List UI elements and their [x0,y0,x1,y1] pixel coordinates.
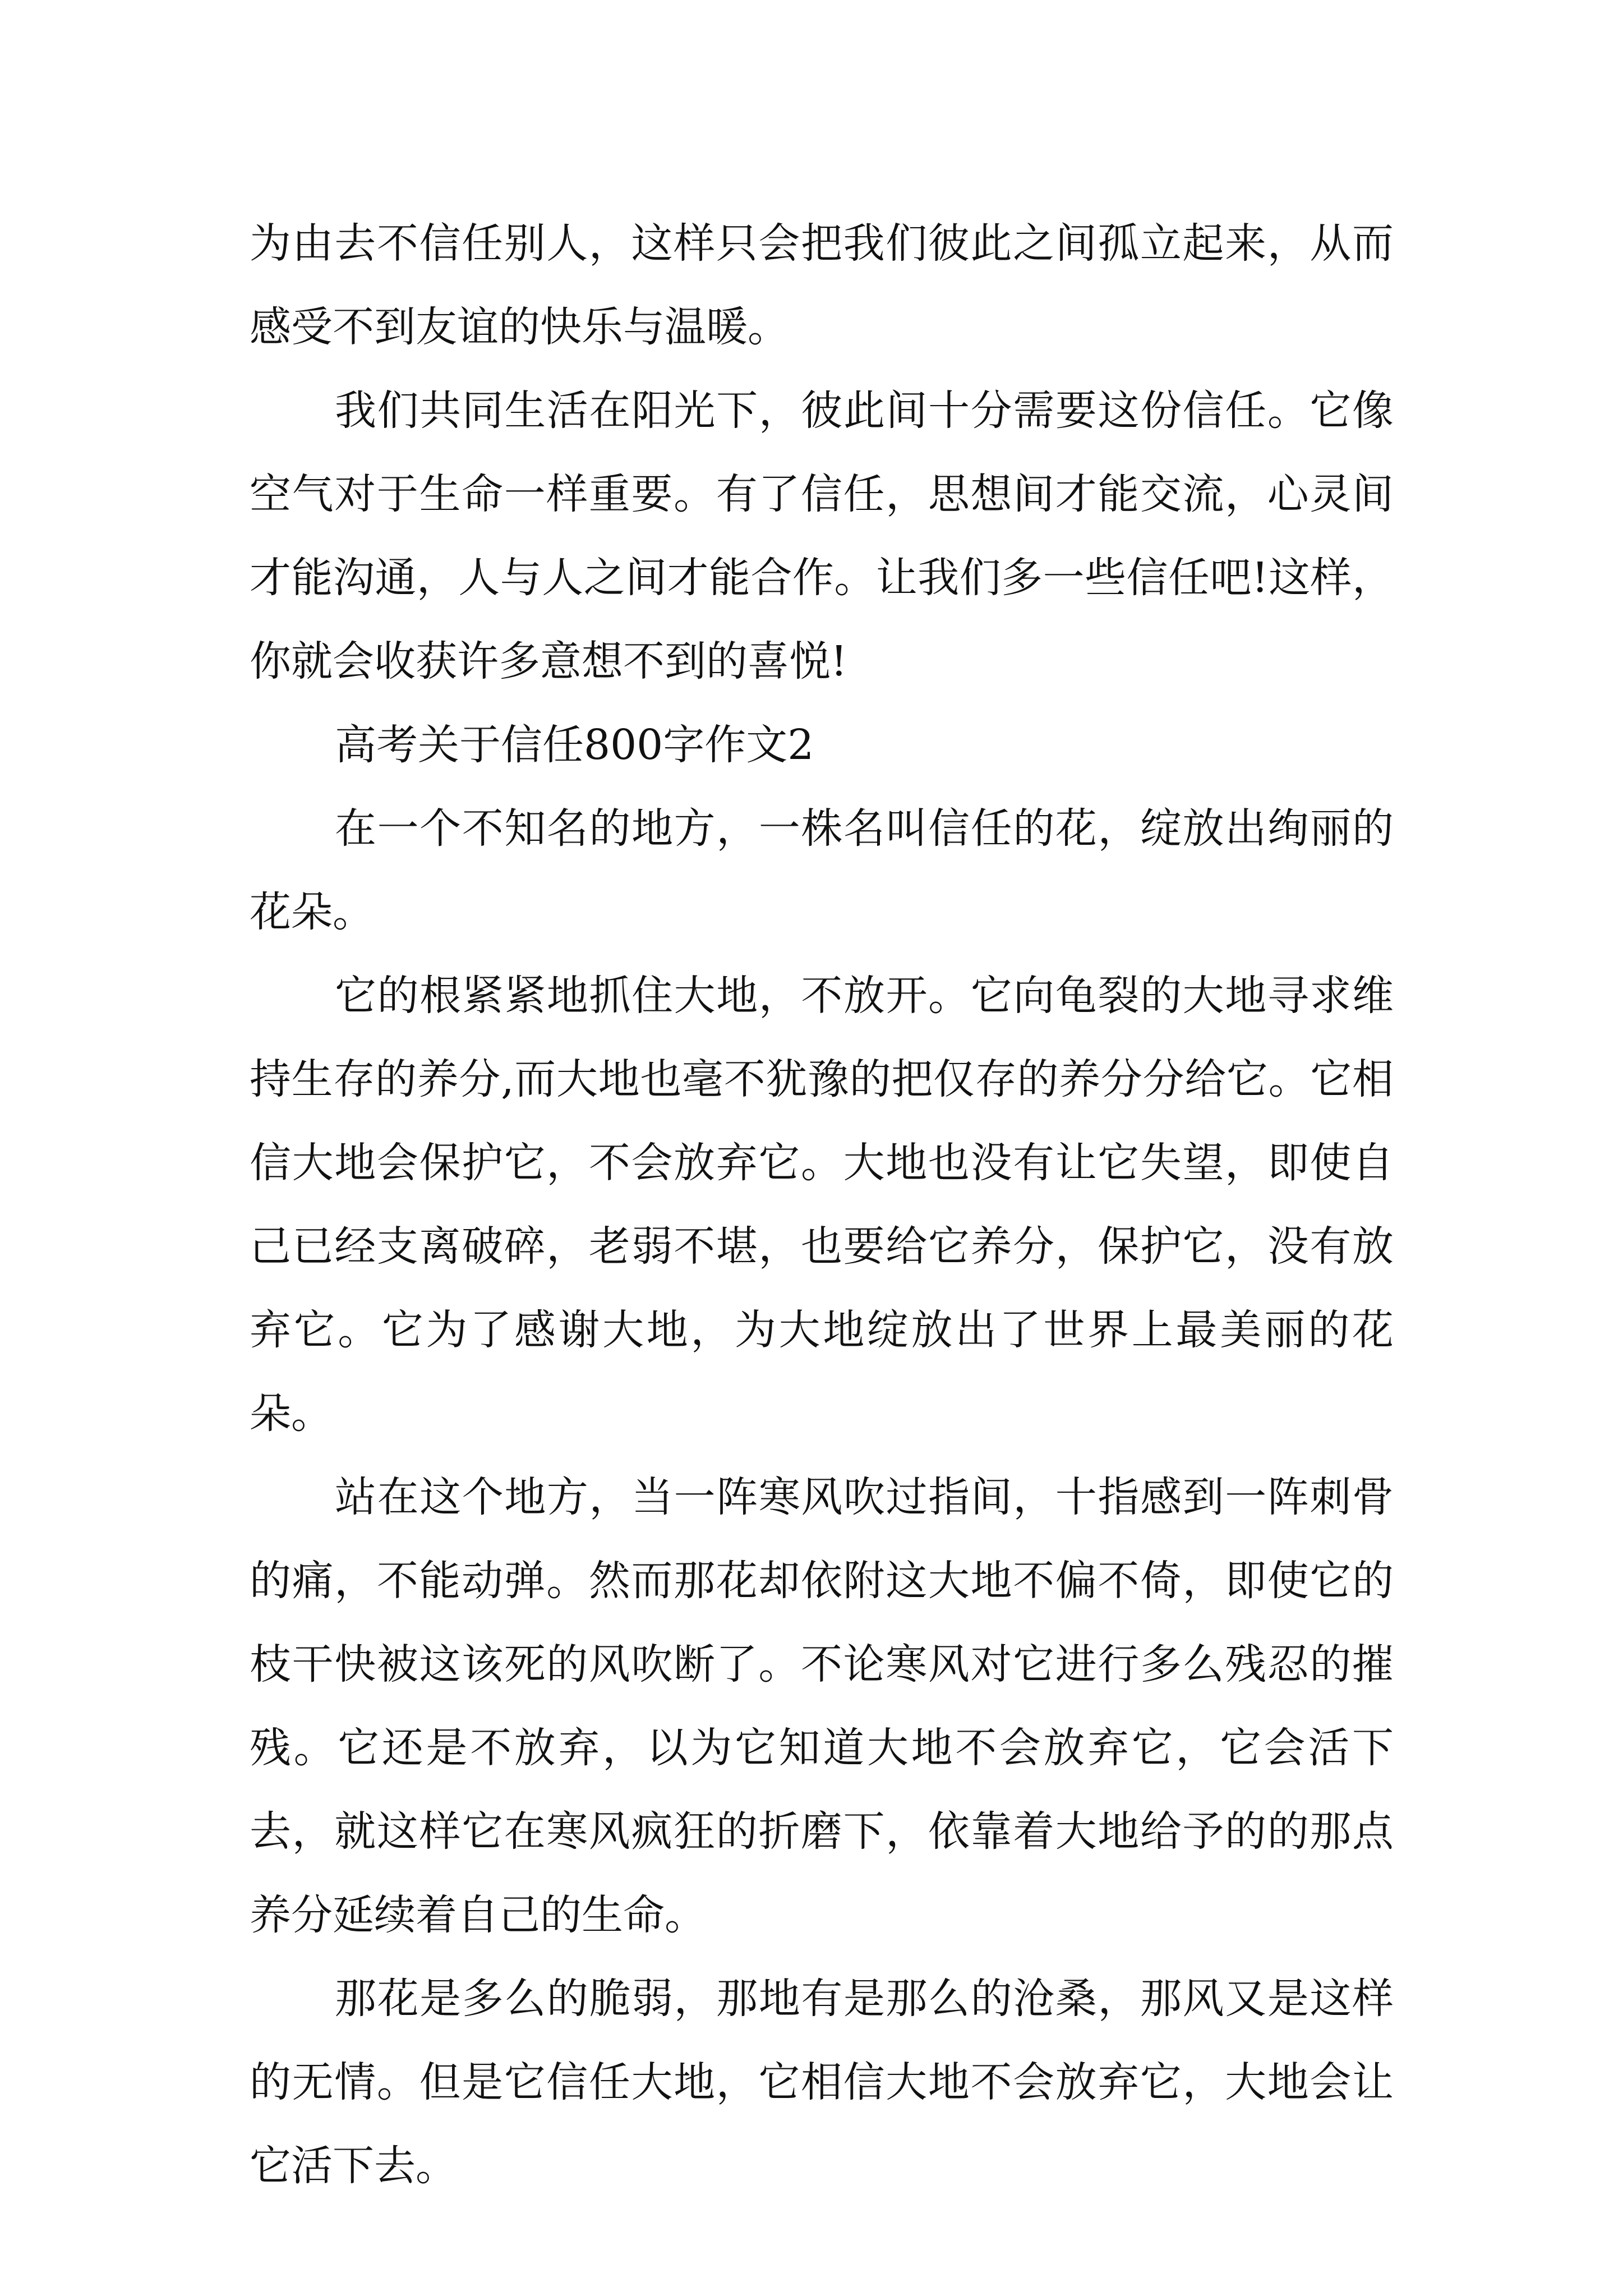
paragraph-6: 那花是多么的脆弱，那地有是那么的沧桑，那风又是这样的无情。但是它信任大地，它相信大地不会放弃它，大地会让它活下去。 [250,1975,1394,2190]
paragraph-2: 我们共同生活在阳光下，彼此间十分需要这份信任。它像空气对于生命一样重要。有了信任，思想间才能交流，心灵间才能沟通，人与人之间才能合作。让我们多一些信任吧!这样，你就会收获许多意想不到的喜悦! [250,386,1394,685]
paragraph-5: 站在这个地方，当一阵寒风吹过指间，十指感到一阵刺骨的痛，不能动弹。然而那花却依附这大地不偏不倚，即使它的枝干快被这该死的风吹断了。不论寒风对它进行多么残忍的摧残。它还是不放弃，以为它知道大地不会放弃它，它会活下去，就这样它在寒风疯狂的折磨下，依靠着大地给予的的那点养分延续着自己的生命。 [250,1473,1394,1939]
paragraph-3: 在一个不知名的地方，一株名叫信任的花，绽放出绚丽的花朵。 [250,804,1394,936]
document-body [250,202,1394,2208]
paragraph-1: 为由去不信任别人，这样只会把我们彼此之间孤立起来，从而感受不到友谊的快乐与温暖。 [250,219,1394,351]
essay-heading: 高考关于信任800字作文2 [335,721,814,769]
paragraph-4: 它的根紧紧地抓住大地，不放开。它向龟裂的大地寻求维持生存的养分,而大地也毫不犹豫的把仅存的养分分给它。它相信大地会保护它，不会放弃它。大地也没有让它失望，即使自己已经支离破碎，老弱不堪，也要给它养分，保护它，没有放弃它。它为了感谢大地，为大地绽放出了世界上最美丽的花朵。 [250,972,1394,1438]
